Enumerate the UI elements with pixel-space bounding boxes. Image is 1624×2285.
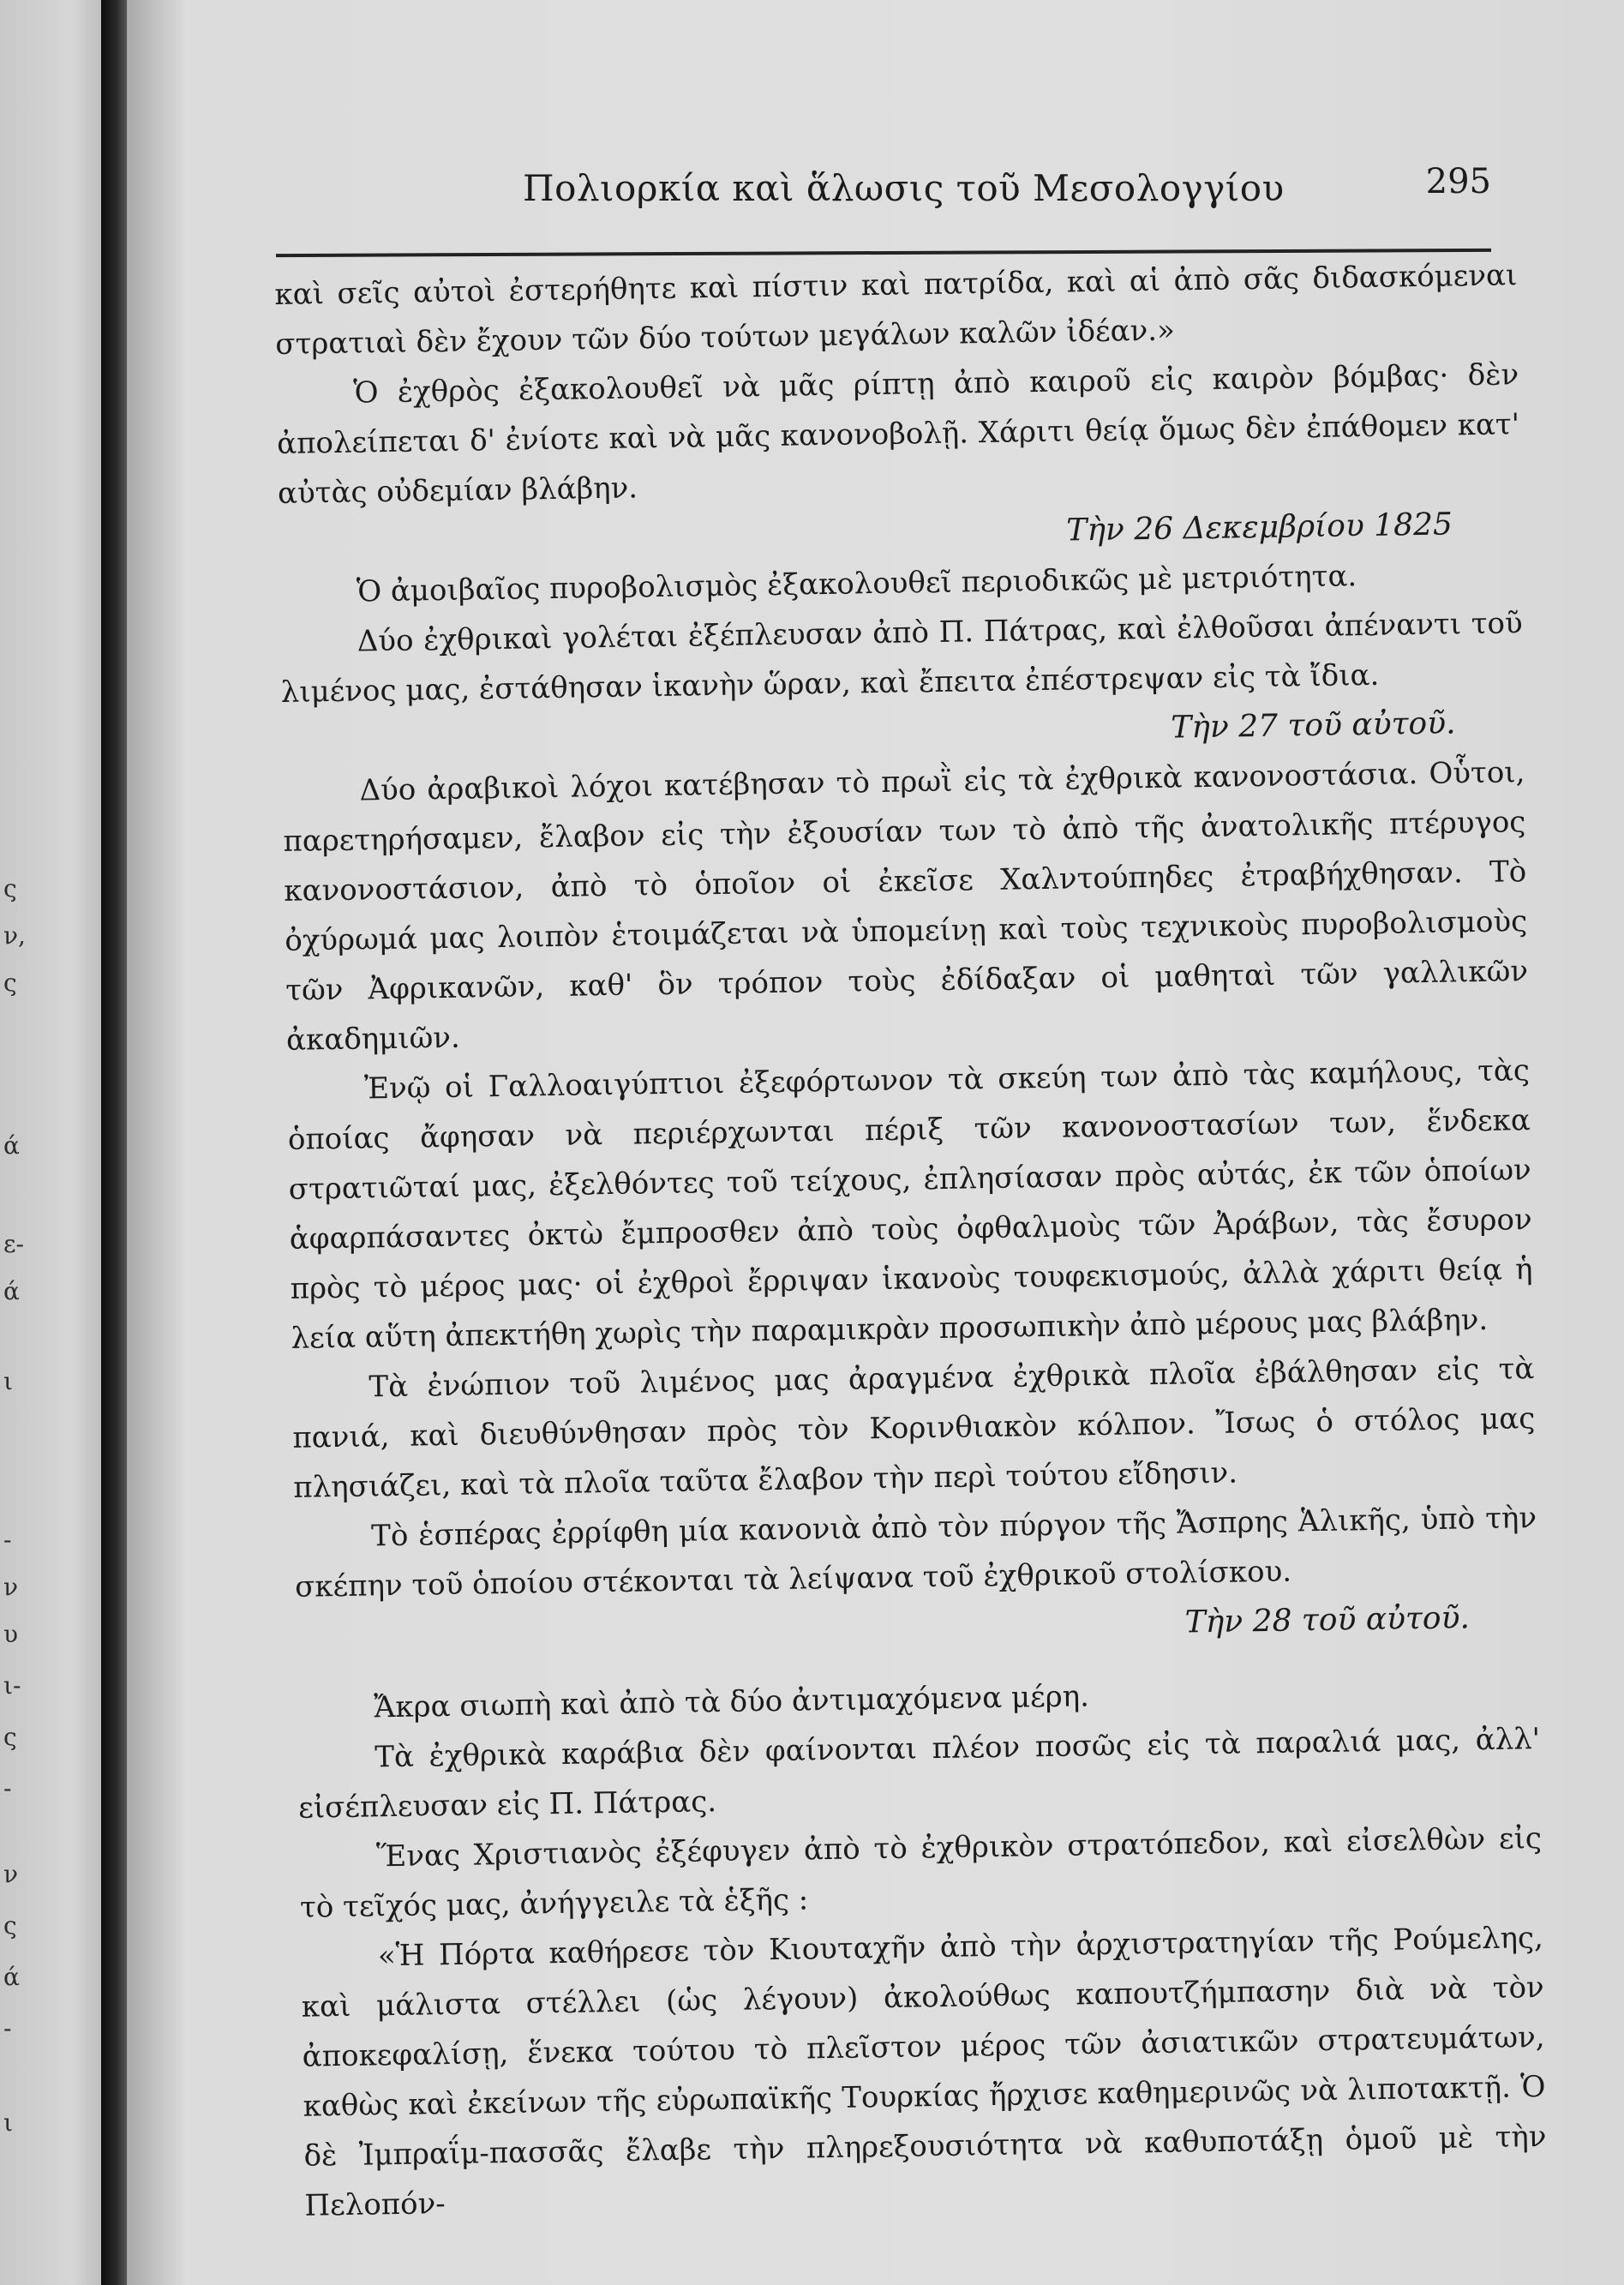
date-heading: Τὴν 28 τοῦ αὐτοῦ. — [1184, 1600, 1471, 1640]
body-text — [274, 250, 1548, 2230]
paragraph: Ἄκρα σιωπὴ καὶ ἀπὸ τὰ δύο ἀντιμαχόμενα μέρη. — [374, 1679, 1090, 1725]
margin-char: ά — [3, 1963, 20, 1991]
margin-char: ι — [3, 1367, 13, 1395]
paragraph: Ἕνας Χριστιανὸς ἐξέφυγεν ἀπὸ τὸ ἐχθρικὸν στρατόπεδον, καὶ εἰσελθὼν εἰς τὸ τεῖχός μας, ἀνήγγειλε τὰ ἑξῆς : — [299, 1820, 1543, 1925]
page-header — [274, 162, 1491, 227]
margin-char: ν — [3, 1860, 19, 1888]
page-number: 295 — [1425, 162, 1491, 201]
paragraph: Ἐνῷ οἱ Γαλλοαιγύπτιοι ἐξεφόρτωνον τὰ σκεύη των ἀπὸ τὰς καμήλους, τὰς ὁποίας ἄφησαν νὰ περιέρχωνται πέριξ τῶν κανονοστασίων των, ἕνδεκα στρατιῶταί μας, ἐξελθόντες τοῦ τείχους, ἐπλησίασαν πρὸς αὐτάς, ἐκ τῶν ὁποίων ἁφαρπάσαντες ὀκτὼ ἔμπροσθεν ἀπὸ τοὺς ὀφθαλμοὺς τῶν Ἀράβων, τὰς ἔσυρον πρὸς τὸ μέρος μας· οἱ ἐχθροὶ ἔρριψαν ἱκανοὺς τουφεκισμούς, ἀλλὰ χάριτι θείᾳ ἡ λεία αὕτη ἀπεκτήθη χωρὶς τὴν παραμικρὰν προσωπικὴν ἀπὸ μέρους μας βλάβην. — [287, 1053, 1533, 1356]
margin-char: ν, — [3, 921, 26, 950]
margin-char: υ — [3, 1620, 19, 1648]
margin-char: ς — [3, 1723, 17, 1751]
margin-char: ς — [3, 969, 17, 997]
date-heading: Τὴν 26 Δεκεμβρίου 1825 — [1066, 507, 1453, 549]
paragraph: Τὸ ἑσπέρας ἐρρίφθη μία κανονιὰ ἀπὸ τὸν πύργον τῆς Ἄσπρης Ἁλικῆς, ὑπὸ τὴν σκέπην τοῦ ὁποίου στέκονται τὰ λείψανα τοῦ ἐχθρικοῦ στολίσκου. — [294, 1501, 1537, 1604]
paragraph: Ὁ ἐχθρὸς ἐξακολουθεῖ νὰ μᾶς ρίπτῃ ἀπὸ καιροῦ εἰς καιρὸν βόμβας· δὲν ἀπολείπεται δ' ἐνίοτε καὶ νὰ μᾶς κανονοβολῇ. Χάριτι θείᾳ ὅμως δὲν ἐπάθομεν κατ' αὐτὰς οὐδεμίαν βλάβην. — [276, 357, 1520, 511]
facing-page-margin-text — [0, 0, 34, 2285]
margin-char: ν — [3, 1573, 19, 1601]
paragraph: Τὰ ἐνώπιον τοῦ λιμένος μας ἀραγμένα ἐχθρικὰ πλοῖα ἐβάλθησαν εἰς τὰ πανιά, καὶ διευθύνθησαν πρὸς τὸν Κορινθιακὸν κόλπον. Ἴσως ὁ στόλος μας πλησιάζει, καὶ τὰ πλοῖα ταῦτα ἔλαβον τὴν περὶ τούτου εἴδησιν. — [292, 1352, 1536, 1505]
margin-char: ι — [3, 2108, 13, 2137]
margin-char: ά — [3, 1277, 20, 1305]
paragraph: Δύο ἐχθρικαὶ γολέται ἐξέπλευσαν ἀπὸ Π. Πάτρας, καὶ ἐλθοῦσαι ἀπέναντι τοῦ λιμένος μας, ἐστάθησαν ἱκανὴν ὥραν, καὶ ἔπειτα ἐπέστρεψαν εἰς τὰ ἴδια. — [280, 606, 1523, 710]
date-heading: Τὴν 27 τοῦ αὐτοῦ. — [1170, 705, 1456, 746]
paragraph: Δύο ἀραβικοὶ λόχοι κατέβησαν τὸ πρωῒ εἰς τὰ ἐχθρικὰ κανονοστάσια. Οὗτοι, παρετηρήσαμεν, ἔλαβον εἰς τὴν ἐξουσίαν των τὸ ἀπὸ τῆς ἀνατολικῆς πτέρυγος κανονοστάσιον, ἀπὸ τὸ ὁποῖον οἱ ἐκεῖσε Χαλντούπηδες ἐτραβήχθησαν. Τὸ ὀχύρωμά μας λοιπὸν ἑτοιμάζεται νὰ ὑπομείνῃ καὶ τοὺς τεχνικοὺς πυροβολισμοὺς τῶν Ἀφρικανῶν, καθ' ὃν τρόπον τοὺς ἐδίδαξαν οἱ μαθηταὶ τῶν γαλλικῶν ἀκαδημιῶν. — [283, 755, 1529, 1058]
paragraph: Ὁ ἀμοιβαῖος πυροβολισμὸς ἐξακολουθεῖ περιοδικῶς μὲ μετριότητα. — [356, 559, 1357, 609]
book-spine-shadow — [101, 0, 127, 2285]
paragraph: Τὰ ἐχθρικὰ καράβια δὲν φαίνονται πλέον ποσῶς εἰς τὰ παραλιά μας, ἀλλ' εἰσέπλευσαν εἰς Π. Πάτρας. — [297, 1722, 1541, 1826]
margin-char: ς — [3, 1911, 17, 1940]
margin-char: ά — [3, 1131, 20, 1160]
margin-char: - — [3, 2014, 12, 2042]
margin-char: - — [3, 1526, 12, 1554]
paragraph: «Ἡ Πόρτα καθήρεσε τὸν Κιουταχῆν ἀπὸ τὴν ἀρχιστρατηγίαν τῆς Ρούμελης, καὶ μάλιστα στέλλει (ὡς λέγουν) ἀκολούθως καπουτζήμπασην διὰ νὰ τὸν ἀποκεφαλίσῃ, ἕνεκα τούτου τὸ πλεῖστον μέρος τῶν ἀσιατικῶν στρατευμάτων, καθὼς καὶ ἐκείνων τῆς εὐρωπαϊκῆς Τουρκίας ἤρχισε καθημερινῶς νὰ λιποτακτῇ. Ὁ δὲ Ἰμπραΐμ-πασσᾶς ἔλαβε τὴν πληρεξουσιότητα νὰ καθυποτάξῃ ὁμοῦ μὲ τὴν Πελοπόν- — [301, 1920, 1547, 2223]
paragraph: καὶ σεῖς αὐτοὶ ἐστερήθητε καὶ πίστιν καὶ πατρίδα, καὶ αἱ ἀπὸ σᾶς διδασκόμεναι στρατιαὶ δὲν ἔχουν τῶν δύο τούτων μεγάλων καλῶν ἰδέαν.» — [274, 258, 1518, 362]
margin-char: ε- — [3, 1230, 24, 1258]
running-title: Πολιορκία καὶ ἅλωσις τοῦ Μεσολογγίου — [523, 167, 1285, 209]
margin-char: ς — [3, 874, 17, 903]
margin-char: - — [3, 1774, 12, 1802]
margin-char: ι- — [3, 1671, 21, 1700]
